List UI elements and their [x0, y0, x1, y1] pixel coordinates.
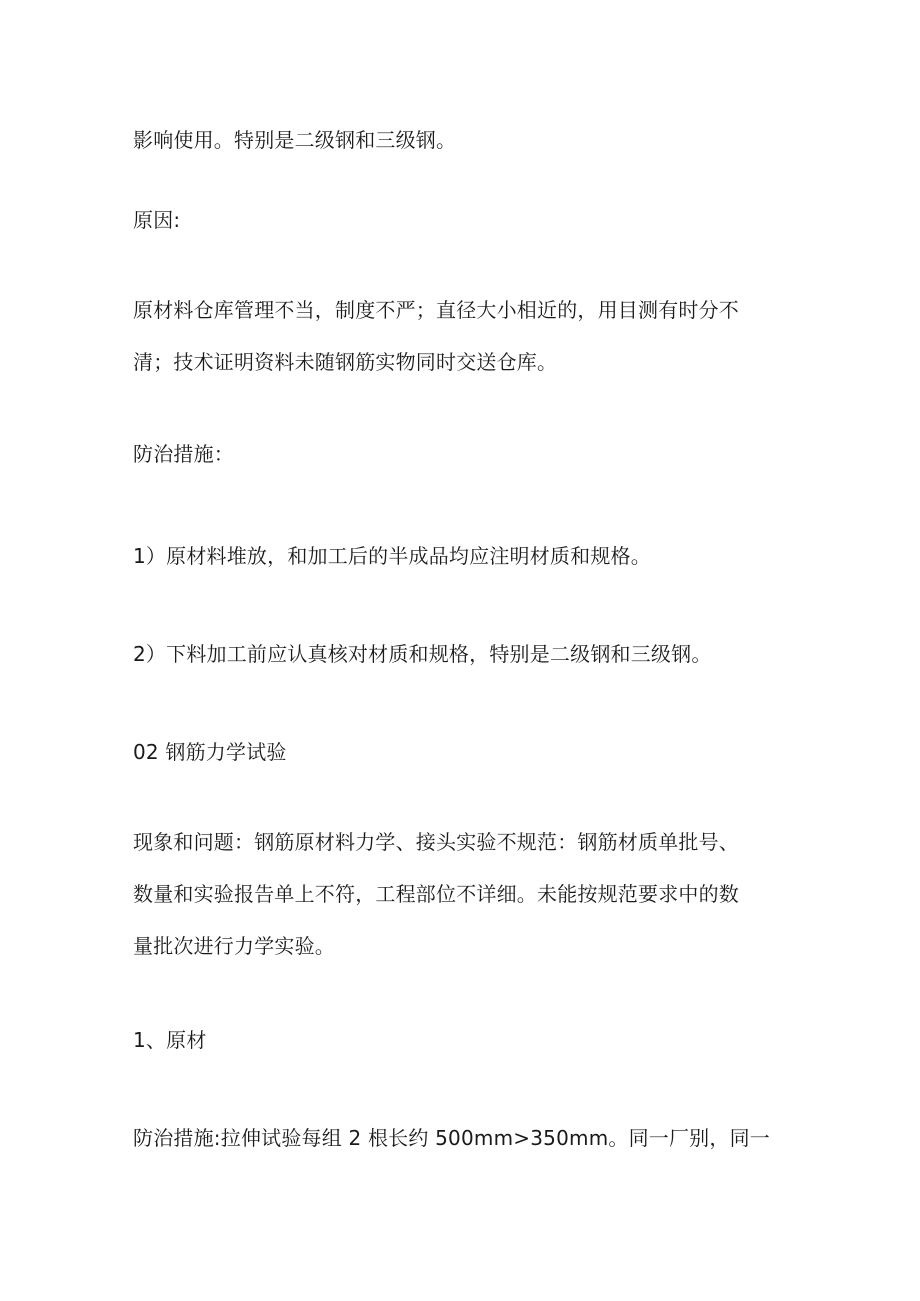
text-line: 数量和实验报告单上不符，工程部位不详细。未能按规范要求中的数 — [133, 882, 739, 906]
paragraph-prevention-test — [133, 1112, 793, 1164]
list-item-1 — [133, 530, 793, 582]
paragraph-phenomenon — [133, 816, 793, 972]
text-line: 防治措施： — [133, 442, 234, 466]
text-line: 原因: — [133, 208, 181, 232]
list-item-2 — [133, 628, 793, 680]
text-line: 2）下料加工前应认真核对材质和规格，特别是二级钢和三级钢。 — [133, 642, 712, 666]
text-line: 量批次进行力学实验。 — [133, 934, 335, 958]
heading-cause — [133, 194, 793, 246]
text-line: 原材料仓库管理不当，制度不严；直径大小相近的，用目测有时分不 — [133, 298, 739, 322]
text-line: 影响使用。特别是二级钢和三级钢。 — [133, 128, 457, 152]
paragraph-intro-tail — [133, 114, 793, 166]
text-line: 1）原材料堆放，和加工后的半成品均应注明材质和规格。 — [133, 544, 651, 568]
text-line: 现象和问题：钢筋原材料力学、接头实验不规范：钢筋材质单批号、 — [133, 830, 739, 854]
text-line: 防治措施:拉伸试验每组 2 根长约 500mm>350mm。同一厂别，同一 — [133, 1126, 770, 1150]
text-line: 02 钢筋力学试验 — [133, 740, 287, 764]
paragraph-cause-body — [133, 284, 793, 388]
text-line: 清；技术证明资料未随钢筋实物同时交送仓库。 — [133, 350, 558, 374]
text-line: 1、原材 — [133, 1028, 207, 1052]
heading-prevention — [133, 428, 793, 480]
subheading-raw-material — [133, 1014, 793, 1066]
section-heading-02 — [133, 726, 793, 778]
